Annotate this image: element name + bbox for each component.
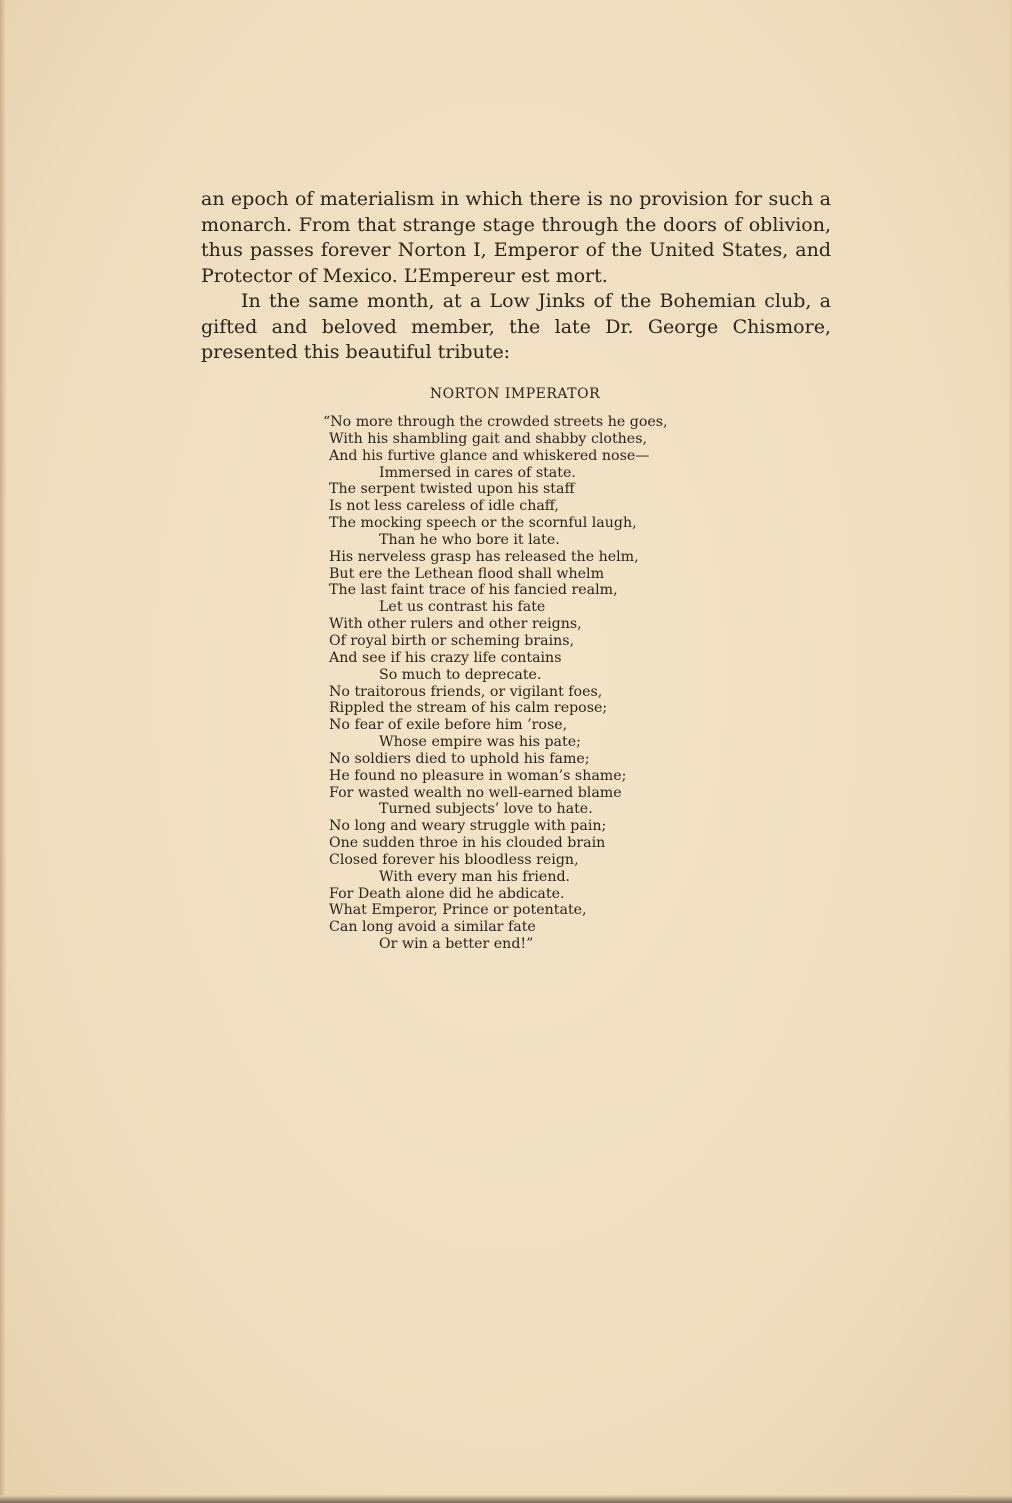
page-left-edge bbox=[0, 0, 6, 1503]
poem-line: And his furtive glance and whiskered nose— bbox=[329, 447, 650, 464]
poem-line: The mocking speech or the scornful laugh, bbox=[329, 515, 637, 532]
poem-line: What Emperor, Prince or potentate, bbox=[329, 902, 587, 919]
poem-line: So much to deprecate. bbox=[379, 666, 542, 683]
poem-line: But ere the Lethean flood shall whelm bbox=[329, 565, 605, 582]
poem-line: For wasted wealth no well-earned blame bbox=[329, 784, 622, 801]
poem-line: And see if his crazy life contains bbox=[329, 649, 562, 666]
poem-line: No long and weary struggle with pain; bbox=[329, 818, 607, 835]
poem-line: Or win a better end!” bbox=[379, 936, 534, 953]
poem-line: “No more through the crowded streets he goes, bbox=[323, 414, 668, 430]
poem-title: NORTON IMPERATOR bbox=[429, 386, 601, 402]
paragraph-epoch: an epoch of materialism in which there is no provision for such a monarch. From that strange stage through the doors of oblivion, thus passes forever Norton I, Emperor of the United States, and Protector of Mexico. L’Empereur est mort. bbox=[201, 188, 831, 287]
poem-line: For Death alone did he abdicate. bbox=[329, 885, 565, 902]
poem-line: Turned subjects’ love to hate. bbox=[379, 801, 593, 818]
poem-line: The last faint trace of his fancied realm, bbox=[329, 582, 618, 599]
poem-line: Is not less careless of idle chaff, bbox=[329, 498, 559, 515]
poem-line: Rippled the stream of his calm repose; bbox=[329, 700, 608, 717]
paragraph-tribute: In the same month, at a Low Jinks of the Bohemian club, a gifted and beloved member, the late Dr. George Chismore, presented this beautiful tribute: bbox=[201, 290, 831, 363]
prose-block bbox=[201, 187, 831, 366]
poem-line: One sudden throe in his clouded brain bbox=[329, 835, 606, 852]
poem-line: Of royal birth or scheming brains, bbox=[329, 632, 575, 649]
poem-line: With every man his friend. bbox=[379, 868, 571, 885]
poem-line: The serpent twisted upon his staff bbox=[329, 481, 575, 498]
poem-line: Than he who bore it late. bbox=[379, 531, 560, 548]
page-bottom-edge bbox=[0, 1495, 1012, 1503]
poem-line: With his shambling gait and shabby clothes, bbox=[329, 430, 647, 447]
poem-line: Closed forever his bloodless reign, bbox=[329, 851, 579, 868]
poem-body bbox=[323, 414, 709, 953]
poem-line: Can long avoid a similar fate bbox=[329, 919, 536, 936]
poem-line: He found no pleasure in woman’s shame; bbox=[329, 767, 627, 784]
poem-line: With other rulers and other reigns, bbox=[329, 616, 582, 633]
poem-line: Whose empire was his pate; bbox=[379, 734, 581, 751]
poem-line: Let us contrast his fate bbox=[379, 599, 546, 616]
poem-line: No traitorous friends, or vigilant foes, bbox=[329, 683, 603, 700]
poem-line: Immersed in cares of state. bbox=[379, 464, 576, 481]
poem-line: No fear of exile before him ’rose, bbox=[329, 717, 568, 734]
poem-line: No soldiers died to uphold his fame; bbox=[329, 750, 590, 767]
poem-line: His nerveless grasp has released the helm, bbox=[329, 548, 639, 565]
